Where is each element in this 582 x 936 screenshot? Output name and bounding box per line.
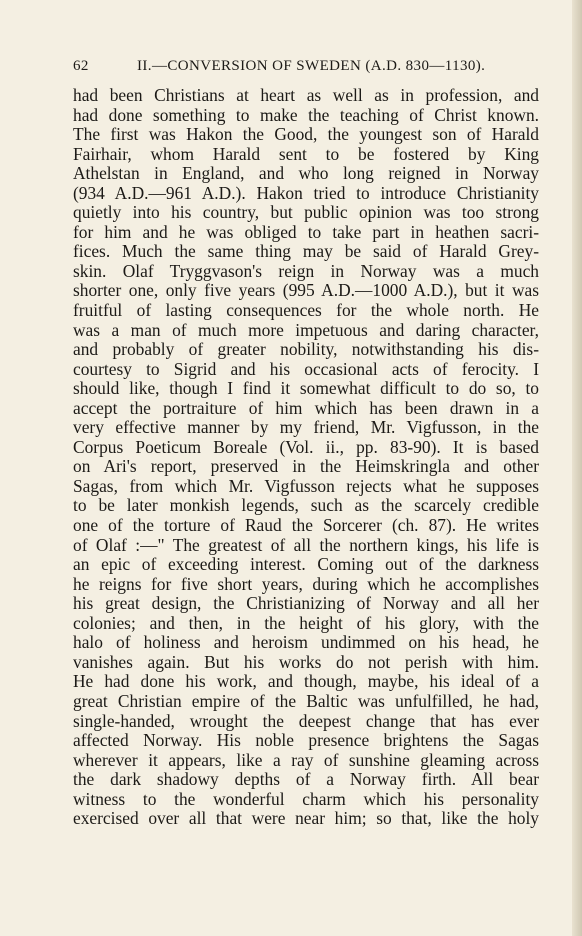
text-line: witness to the wonderful charm which his personality <box>73 788 539 809</box>
text-line: The first was Hakon the Good, the youngest son of Harald <box>73 124 539 145</box>
text-line: of Olaf :—" The greatest of all the northern kings, his life is <box>73 534 539 555</box>
text-line: He had done his work, and though, maybe, his ideal of a <box>73 671 539 692</box>
text-line: had done something to make the teaching of Christ known. <box>73 104 539 125</box>
text-line: the dark shadowy depths of a Norway firth. All bear <box>73 769 539 790</box>
text-line: very effective manner by my friend, Mr. Vigfusson, in the <box>73 417 539 438</box>
text-line: one of the torture of Raud the Sorcerer (ch. 87). He writes <box>73 515 539 536</box>
running-head: II.—CONVERSION OF SWEDEN (A.D. 830—1130). <box>137 58 486 74</box>
text-line: Athelstan in England, and who long reigned in Norway <box>73 163 539 184</box>
text-line: affected Norway. His noble presence brightens the Sagas <box>73 730 539 751</box>
text-line: was a man of much more impetuous and daring character, <box>73 319 539 340</box>
text-line: (934 A.D.—961 A.D.). Hakon tried to introduce Christianity <box>73 182 539 203</box>
text-line: an epic of exceeding interest. Coming out of the darkness <box>73 554 539 575</box>
text-line: Corpus Poeticum Boreale (Vol. ii., pp. 83-90). It is based <box>73 436 539 457</box>
text-line: vanishes again. But his works do not perish with him. <box>73 651 539 672</box>
page-edge <box>572 0 582 936</box>
text-line: his great design, the Christianizing of Norway and all her <box>73 593 539 614</box>
text-line: wherever it appears, like a ray of sunshine gleaming across <box>73 749 539 770</box>
text-line: halo of holiness and heroism undimmed on his head, he <box>73 632 539 653</box>
text-line: fices. Much the same thing may be said of Harald Grey- <box>73 241 539 262</box>
text-line: should like, though I find it somewhat difficult to do so, to <box>73 378 539 399</box>
text-line: on Ari's report, preserved in the Heimskringla and other <box>73 456 539 477</box>
text-line: for him and he was obliged to take part in heathen sacri- <box>73 221 539 242</box>
text-line: shorter one, only five years (995 A.D.—1000 A.D.), but it was <box>73 280 539 301</box>
text-line: colonies; and then, in the height of his glory, with the <box>73 612 539 633</box>
text-line: fruitful of lasting consequences for the whole north. He <box>73 300 539 321</box>
text-line: accept the portraiture of him which has been drawn in a <box>73 397 539 418</box>
text-line: to be later monkish legends, such as the scarcely credible <box>73 495 539 516</box>
text-line: had been Christians at heart as well as in profession, and <box>73 85 539 105</box>
text-line: he reigns for five short years, during which he accomplishes <box>73 573 539 594</box>
text-line: courtesy to Sigrid and his occasional acts of ferocity. I <box>73 358 539 379</box>
text-line: exercised over all that were near him; so that, like the holy <box>73 808 539 829</box>
text-line: skin. Olaf Tryggvason's reign in Norway was a much <box>73 260 539 281</box>
text-line: Fairhair, whom Harald sent to be fostered by King <box>73 143 539 164</box>
page-header <box>73 58 539 80</box>
text-line: single-handed, wrought the deepest change that has ever <box>73 710 539 731</box>
text-line: great Christian empire of the Baltic was unfulfilled, he had, <box>73 690 539 711</box>
text-line: Sagas, from which Mr. Vigfusson rejects what he supposes <box>73 475 539 496</box>
text-line: quietly into his country, but public opinion was too strong <box>73 202 539 223</box>
body-text <box>73 86 539 829</box>
text-line: and probably of greater nobility, notwithstanding his dis- <box>73 339 539 360</box>
page-number: 62 <box>73 58 89 74</box>
